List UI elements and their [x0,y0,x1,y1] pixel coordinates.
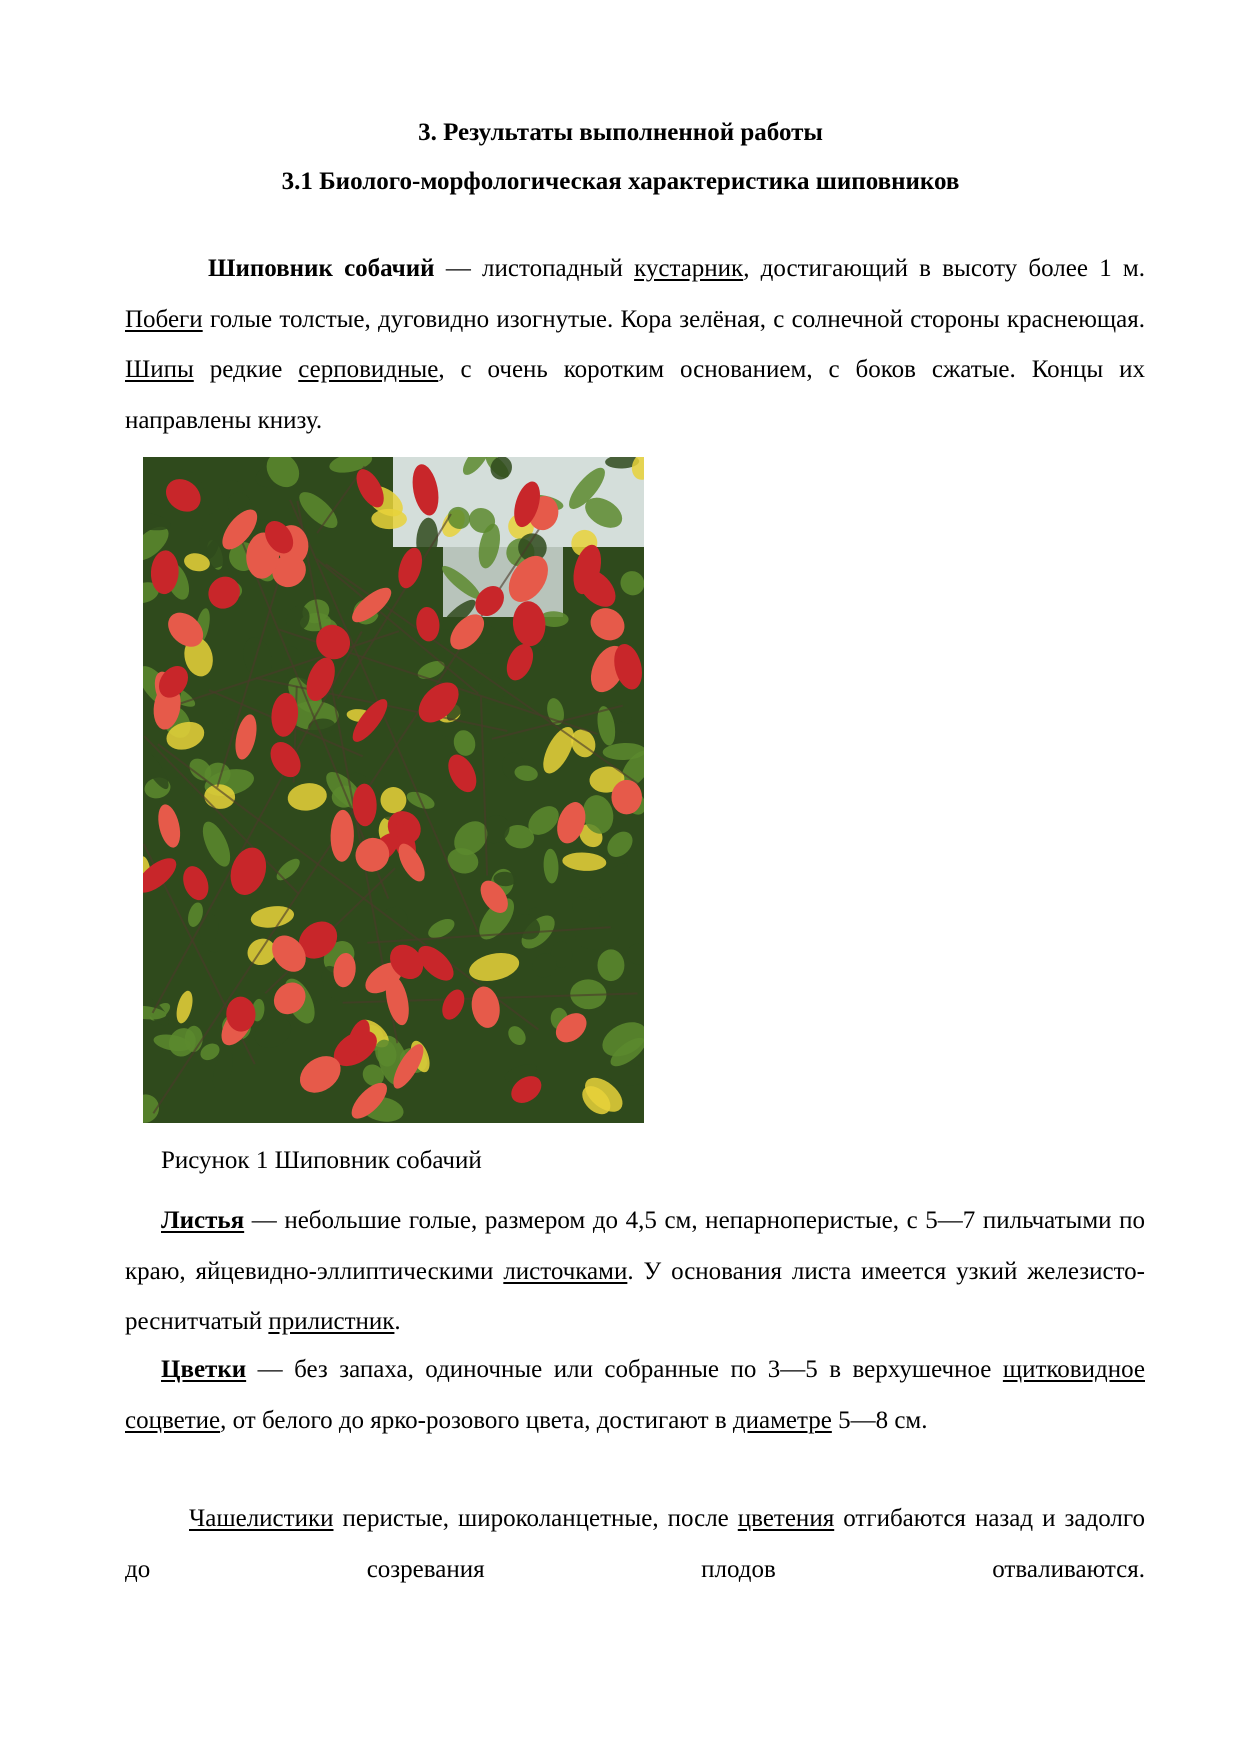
leaves-text-1: — небольшие голые, размером до 4,5 см, непарноперистые, с 5—7 пильчатыми по краю, яйцевидно-эллиптическими [125,1207,1145,1285]
link-sickle[interactable]: серповидные [298,356,439,383]
figure-caption: Рисунок 1 Шиповник собачий [161,1147,482,1174]
rosehip-photo [143,457,644,1123]
link-thorns[interactable]: Шипы [125,356,194,383]
link-diameter[interactable]: диаметре [732,1406,832,1434]
link-stipule[interactable]: прилистник [268,1308,395,1335]
flowers-paragraph [125,1345,1145,1446]
sepals-paragraph [125,1494,1145,1595]
flowers-text-1: — без запаха, одиночные или собранные по 3—5 в верхушечное [246,1356,1003,1383]
flowers-text-2: , от белого до ярко-розового цвета, достигают в [220,1406,733,1434]
sepals-text-2: отгибаются назад и задолго до созревания плодов отваливаются. [125,1505,1145,1583]
intro-paragraph [125,244,1145,446]
link-sepals[interactable]: Чашелистики [189,1505,334,1532]
intro-text-2: , достигающий в высоту более 1 м. [743,255,1145,282]
flowers-term[interactable]: Цветки [161,1356,247,1383]
link-inflorescence[interactable]: щитковидное соцветие [125,1356,1145,1434]
leaves-term[interactable]: Листья [161,1207,245,1234]
intro-text-3: голые толстые, дуговидно изогнутые. Кора зелёная, с солнечной стороны краснеющая. [202,305,1145,333]
link-shrub[interactable]: кустарник [634,255,744,282]
intro-text-4: редкие [193,356,299,383]
leaves-paragraph [125,1196,1145,1348]
intro-text-1: — листопадный [434,255,635,282]
leaves-text-2: . У основания листа имеется узкий железисто-реснитчатый [125,1257,1145,1335]
subsection-heading: 3.1 Биолого-морфологическая характеристика шиповников [281,168,960,195]
intro-text-5: , с очень коротким основанием, с боков сжатые. Концы их направлены книзу. [125,356,1145,434]
flowers-text-3: 5—8 см. [831,1406,928,1434]
leaf-shape [597,949,624,981]
link-leaflets[interactable]: листочками [503,1257,628,1285]
section-heading: 3. Результаты выполненной работы [418,119,823,146]
link-shoots[interactable]: Побеги [125,305,203,333]
sepals-text-1: перистые, широколанцетные, после [333,1505,738,1532]
link-flowering[interactable]: цветения [737,1505,835,1532]
intro-term: Шиповник собачий [208,255,435,282]
leaves-text-3: . [394,1308,401,1335]
